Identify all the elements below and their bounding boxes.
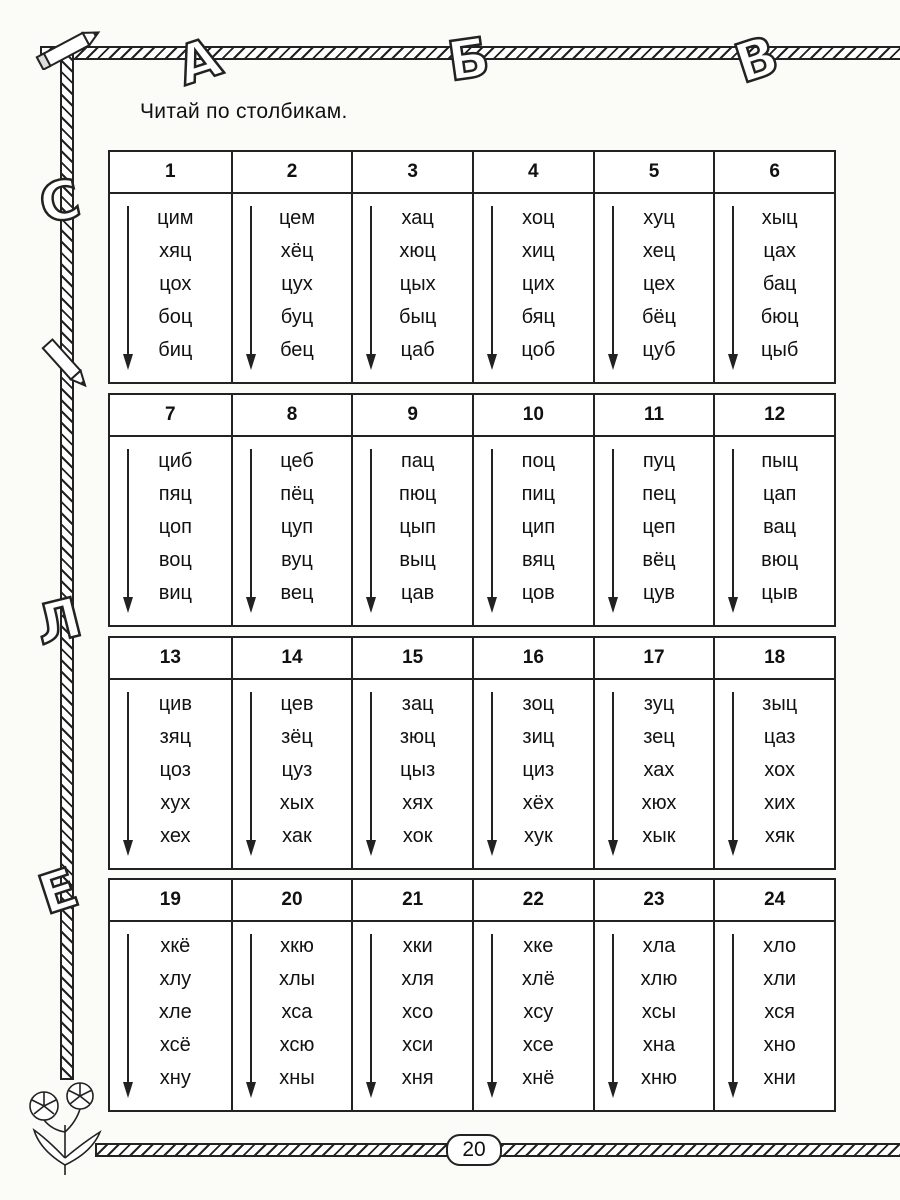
syllable: зыц <box>762 693 798 715</box>
syllable: цав <box>401 582 435 604</box>
syllable: хык <box>642 825 676 847</box>
syllable: хсо <box>402 1001 434 1023</box>
syllable: хна <box>642 1034 676 1056</box>
syllable: зёц <box>281 726 313 748</box>
down-arrow-icon <box>607 692 619 856</box>
syllable: хюц <box>399 240 436 262</box>
column-number: 3 <box>353 152 472 194</box>
syllable: цап <box>762 483 797 505</box>
column-number: 20 <box>233 880 352 922</box>
syllable: бёц <box>641 306 677 328</box>
syllable: вюц <box>761 549 799 571</box>
syllable: цев <box>280 693 314 715</box>
syllable: хоц <box>522 207 555 229</box>
syllable: хкё <box>160 935 191 957</box>
down-arrow-icon <box>365 934 377 1098</box>
syllable: хну <box>159 1067 191 1089</box>
syllable: хсё <box>159 1034 191 1056</box>
down-arrow-icon <box>486 934 498 1098</box>
syllable: пяц <box>158 483 192 505</box>
down-arrow-icon <box>727 692 739 856</box>
syllable-column <box>593 152 714 382</box>
down-arrow-icon <box>245 449 257 613</box>
pencil-icon <box>34 330 98 400</box>
column-number: 15 <box>353 638 472 680</box>
syllable: хиц <box>522 240 555 262</box>
syllable: зац <box>401 693 434 715</box>
syllable: зяц <box>159 726 192 748</box>
syllable: хяк <box>764 825 795 847</box>
down-arrow-icon <box>607 934 619 1098</box>
down-arrow-icon <box>365 206 377 370</box>
instruction-text: Читай по столбикам. <box>140 100 348 123</box>
syllable-column <box>472 395 593 625</box>
syllable: хох <box>764 759 795 781</box>
syllable: бец <box>280 339 314 361</box>
syllable: цеп <box>642 516 676 538</box>
syllable: цеб <box>280 450 314 472</box>
column-number: 21 <box>353 880 472 922</box>
syllable: хлю <box>640 968 678 990</box>
syllable-column <box>231 880 352 1110</box>
syllable: хяц <box>159 240 192 262</box>
syllable: зиц <box>522 726 555 748</box>
syllable: хни <box>763 1067 796 1089</box>
decor-letter-b: Б <box>443 25 494 94</box>
syllable: цуп <box>280 516 314 538</box>
syllable-column <box>231 152 352 382</box>
syllable: цим <box>157 207 194 229</box>
syllable: бюц <box>760 306 799 328</box>
syllable: быц <box>399 306 437 328</box>
down-arrow-icon <box>122 934 134 1098</box>
syllable: цуб <box>642 339 676 361</box>
syllable: пец <box>642 483 676 505</box>
down-arrow-icon <box>727 934 739 1098</box>
syllable: хлы <box>278 968 316 990</box>
syllable-column <box>593 638 714 868</box>
down-arrow-icon <box>486 206 498 370</box>
decor-letter-s: С <box>33 166 86 237</box>
syllable-column <box>231 638 352 868</box>
syllable-column <box>110 152 231 382</box>
decor-letter-v: В <box>727 23 786 96</box>
syllable: циб <box>158 450 193 472</box>
syllable: пёц <box>280 483 314 505</box>
syllable: цих <box>522 273 555 295</box>
column-number: 7 <box>110 395 231 437</box>
syllable: боц <box>158 306 193 328</box>
syllable: хлё <box>521 968 555 990</box>
syllable-column <box>351 638 472 868</box>
syllable: цых <box>399 273 436 295</box>
syllable: хёц <box>280 240 314 262</box>
down-arrow-icon <box>727 206 739 370</box>
column-number: 16 <box>474 638 593 680</box>
syllable: цып <box>399 516 436 538</box>
syllable: хки <box>402 935 433 957</box>
syllable: вуц <box>281 549 313 571</box>
syllable: хех <box>160 825 191 847</box>
down-arrow-icon <box>245 206 257 370</box>
syllable: цов <box>521 582 555 604</box>
down-arrow-icon <box>122 449 134 613</box>
syllable-column <box>351 152 472 382</box>
syllable: цип <box>521 516 556 538</box>
syllable: вец <box>280 582 314 604</box>
syllable: цуз <box>281 759 313 781</box>
down-arrow-icon <box>365 449 377 613</box>
syllable: цоп <box>158 516 192 538</box>
syllable: цыв <box>761 582 798 604</box>
column-number: 13 <box>110 638 231 680</box>
syllable: бац <box>762 273 797 295</box>
syllable: цаз <box>763 726 796 748</box>
syllable: цаб <box>400 339 435 361</box>
syllable: зоц <box>522 693 555 715</box>
syllable: пиц <box>521 483 556 505</box>
syllable: выц <box>399 549 436 571</box>
syllable: цыз <box>400 759 436 781</box>
syllable: вац <box>763 516 797 538</box>
syllable-column <box>472 152 593 382</box>
syllable: хыц <box>761 207 798 229</box>
syllable: вёц <box>642 549 676 571</box>
syllable: хнё <box>522 1067 555 1089</box>
syllable: хкю <box>280 935 314 957</box>
column-number: 2 <box>233 152 352 194</box>
down-arrow-icon <box>607 206 619 370</box>
syllable-column <box>351 395 472 625</box>
syllable-column <box>593 395 714 625</box>
dandelion-icon <box>20 1070 110 1180</box>
down-arrow-icon <box>245 692 257 856</box>
syllable: виц <box>158 582 192 604</box>
column-number: 11 <box>595 395 714 437</box>
syllable-column <box>110 880 231 1110</box>
column-number: 6 <box>715 152 834 194</box>
syllable: хся <box>764 1001 795 1023</box>
syllable: пац <box>400 450 435 472</box>
syllable: хац <box>401 207 434 229</box>
pencil-icon <box>34 24 108 70</box>
decor-letter-l: Л <box>29 585 88 658</box>
syllable-column <box>110 638 231 868</box>
syllable: хса <box>281 1001 313 1023</box>
down-arrow-icon <box>486 449 498 613</box>
column-number: 17 <box>595 638 714 680</box>
syllable: хня <box>401 1067 434 1089</box>
syllable: зец <box>643 726 675 748</box>
syllable: хок <box>402 825 433 847</box>
syllable: хук <box>523 825 553 847</box>
down-arrow-icon <box>607 449 619 613</box>
column-number: 4 <box>474 152 593 194</box>
syllable: зуц <box>643 693 675 715</box>
syllable: цех <box>643 273 675 295</box>
syllable: хух <box>160 792 191 814</box>
syllable-column <box>231 395 352 625</box>
syllable-table <box>108 878 836 1112</box>
syllable: хсю <box>279 1034 315 1056</box>
syllable: цив <box>158 693 192 715</box>
syllable-column <box>713 395 834 625</box>
syllable: хсы <box>641 1001 677 1023</box>
syllable-column <box>713 638 834 868</box>
syllable: вяц <box>521 549 555 571</box>
syllable: хёх <box>522 792 554 814</box>
syllable-table <box>108 393 836 627</box>
syllable: цах <box>763 240 796 262</box>
syllable-column <box>472 638 593 868</box>
syllable: хых <box>279 792 315 814</box>
syllable: хно <box>763 1034 796 1056</box>
syllable: хях <box>402 792 434 814</box>
column-number: 9 <box>353 395 472 437</box>
syllable: биц <box>158 339 193 361</box>
syllable: бяц <box>521 306 555 328</box>
column-number: 18 <box>715 638 834 680</box>
syllable: хке <box>523 935 554 957</box>
syllable: хле <box>158 1001 192 1023</box>
syllable: хец <box>642 240 676 262</box>
column-number: 8 <box>233 395 352 437</box>
syllable-column <box>351 880 472 1110</box>
syllable: цоз <box>159 759 191 781</box>
down-arrow-icon <box>365 692 377 856</box>
syllable: хах <box>643 759 675 781</box>
syllable-column <box>472 880 593 1110</box>
syllable: цоб <box>521 339 556 361</box>
syllable: буц <box>280 306 314 328</box>
syllable: цух <box>281 273 313 295</box>
syllable-column <box>713 152 834 382</box>
syllable-column <box>110 395 231 625</box>
syllable: пыц <box>761 450 798 472</box>
column-number: 12 <box>715 395 834 437</box>
down-arrow-icon <box>122 692 134 856</box>
syllable-column <box>593 880 714 1110</box>
syllable: хуц <box>643 207 675 229</box>
decor-letter-e: Е <box>31 855 86 928</box>
down-arrow-icon <box>486 692 498 856</box>
column-number: 22 <box>474 880 593 922</box>
column-number: 5 <box>595 152 714 194</box>
page-number: 20 <box>446 1134 502 1166</box>
syllable: зюц <box>399 726 436 748</box>
syllable: хло <box>763 935 797 957</box>
syllable: цув <box>642 582 676 604</box>
syllable: хню <box>640 1067 678 1089</box>
syllable: хли <box>763 968 797 990</box>
syllable: хих <box>764 792 796 814</box>
syllable: хлу <box>159 968 192 990</box>
syllable-column <box>713 880 834 1110</box>
column-number: 19 <box>110 880 231 922</box>
syllable: пуц <box>642 450 676 472</box>
column-number: 24 <box>715 880 834 922</box>
syllable: хны <box>279 1067 315 1089</box>
syllable: поц <box>521 450 556 472</box>
syllable: цыб <box>761 339 799 361</box>
column-number: 14 <box>233 638 352 680</box>
syllable: хюх <box>641 792 677 814</box>
syllable-table <box>108 636 836 870</box>
syllable-table <box>108 150 836 384</box>
syllable: хла <box>642 935 676 957</box>
decor-letter-a: А <box>169 25 229 98</box>
syllable: хля <box>401 968 434 990</box>
down-arrow-icon <box>245 934 257 1098</box>
syllable: циз <box>522 759 555 781</box>
column-number: 1 <box>110 152 231 194</box>
syllable: хсу <box>523 1001 554 1023</box>
column-number: 23 <box>595 880 714 922</box>
down-arrow-icon <box>122 206 134 370</box>
syllable: пюц <box>399 483 437 505</box>
syllable: воц <box>158 549 192 571</box>
syllable: цох <box>159 273 192 295</box>
syllable: хсе <box>522 1034 554 1056</box>
syllable: цем <box>278 207 316 229</box>
down-arrow-icon <box>727 449 739 613</box>
column-number: 10 <box>474 395 593 437</box>
syllable: хси <box>402 1034 434 1056</box>
syllable: хак <box>282 825 312 847</box>
